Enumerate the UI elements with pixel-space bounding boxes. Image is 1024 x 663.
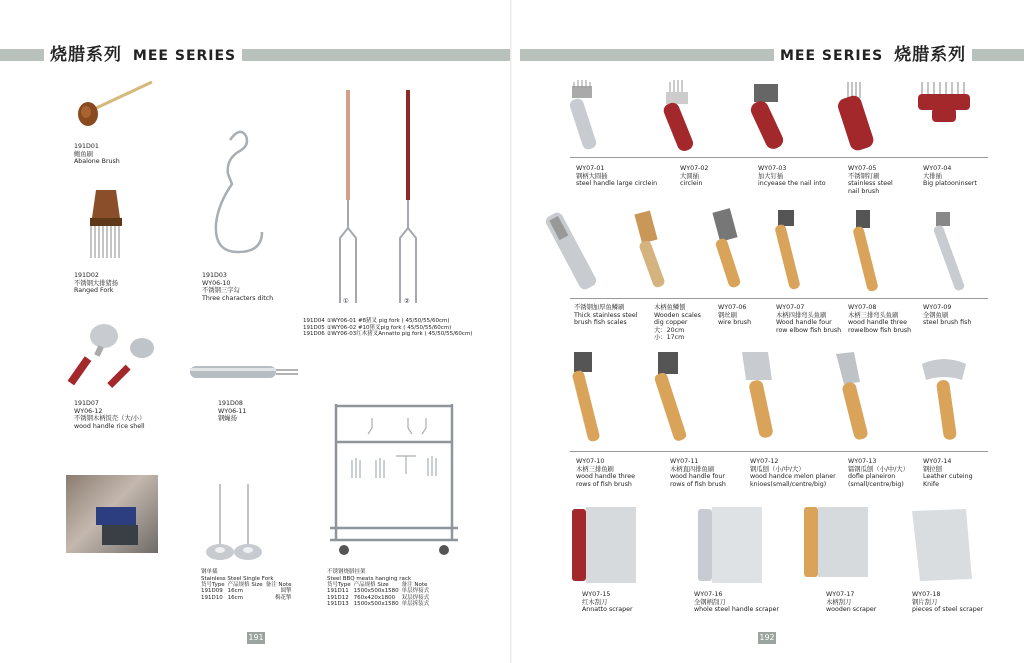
wooden-scraper-image bbox=[804, 507, 868, 577]
item-en: wood handle three bbox=[576, 473, 635, 480]
item-cn: 钢丝刷 bbox=[718, 311, 737, 319]
item-en2: rowelbow fish brush bbox=[848, 326, 912, 334]
item-en: wire brush bbox=[718, 319, 752, 326]
spec-line: 191D04 ①WY06-01 #8猪叉 pig fork ( 45/50/55/60cm) bbox=[303, 318, 450, 324]
planeiron-image bbox=[836, 352, 869, 441]
item-wy07-15-caption bbox=[582, 591, 633, 614]
item-cn: 加大钉插 bbox=[758, 172, 784, 180]
item-cn: 钢柄大圆插 bbox=[576, 172, 608, 180]
item-en2: brush fish scales bbox=[574, 319, 627, 326]
table-row bbox=[201, 595, 294, 601]
item-wy07-03-caption bbox=[758, 165, 826, 188]
table-cell: 单层焊接式 bbox=[401, 588, 430, 595]
item-wy07-01-caption bbox=[576, 165, 657, 188]
annatto-scraper-image bbox=[572, 507, 636, 583]
item-cn: 木柄四排弯头鱼刷 bbox=[776, 311, 827, 319]
item-en: Abalone Brush bbox=[74, 158, 120, 165]
item-code: WY07-17 bbox=[826, 591, 855, 598]
single-fork-table bbox=[201, 582, 294, 601]
four-rows-fish-brush-image bbox=[653, 352, 687, 442]
hanging-rack-image bbox=[326, 400, 462, 560]
item-cn: 木柄刮刀 bbox=[826, 598, 852, 606]
item-code: 191D08 bbox=[218, 400, 243, 407]
table-cell: 双层焊接式 bbox=[401, 594, 430, 601]
item-cn: 钢瓜刨（小/中/大） bbox=[750, 465, 805, 473]
item-code: WY07-02 bbox=[680, 165, 709, 172]
item-cn: 木柄三排弯头鱼刷 bbox=[848, 311, 899, 319]
item-wy07-12-caption bbox=[750, 458, 836, 488]
row-divider bbox=[570, 157, 988, 158]
item-en2: rows of fish brush bbox=[670, 480, 726, 488]
item-en: Wood handle four bbox=[776, 319, 832, 326]
item-en2: dig copper bbox=[654, 319, 688, 326]
item-code: WY07-09 bbox=[923, 304, 952, 311]
item-code: WY07-06 bbox=[718, 304, 747, 311]
item-cn: 钢蝇扬 bbox=[218, 415, 237, 422]
item-cn: 全钢柄刮刀 bbox=[694, 598, 726, 606]
item-code: WY07-18 bbox=[912, 591, 941, 598]
item-code: 191D02 bbox=[74, 272, 99, 279]
item-wy07-05-caption bbox=[848, 165, 893, 195]
item-wy07-06-caption bbox=[718, 304, 751, 327]
item-code: 191D03 bbox=[202, 272, 227, 279]
table-cell: 1500x500x1580 bbox=[353, 601, 399, 608]
table-cell: 760x420x1800 bbox=[353, 594, 396, 601]
item-cn: 全钢鱼刷 bbox=[923, 311, 949, 319]
item-en: steel handle large circlein bbox=[576, 180, 658, 187]
item-cn: 不锈钢钉刷 bbox=[848, 172, 880, 180]
blue-press-block bbox=[96, 507, 136, 525]
item-191d08-caption bbox=[218, 400, 246, 423]
table-cell: 191D13 bbox=[327, 601, 349, 608]
item-cn: 大排插 bbox=[923, 172, 942, 180]
item-code: WY07-01 bbox=[576, 165, 605, 172]
item-cn: 大圆插 bbox=[680, 172, 699, 180]
item-wy07-16-caption bbox=[694, 591, 779, 614]
item-thick-brush-caption bbox=[574, 304, 637, 327]
table-row bbox=[327, 588, 432, 594]
item-code: WY07-15 bbox=[582, 591, 611, 598]
row4-images bbox=[562, 505, 1002, 585]
rice-shell-image bbox=[70, 320, 160, 390]
item-en: steel brush fish bbox=[923, 319, 972, 326]
row-divider bbox=[570, 298, 988, 299]
item-code: WY07-05 bbox=[848, 165, 877, 172]
pig-forks-image bbox=[330, 88, 430, 308]
item-en: whole steel handle scraper bbox=[694, 606, 779, 613]
item-en: Big platooninsert bbox=[923, 180, 977, 187]
item-cn: 木柄直四排鱼刷 bbox=[670, 465, 715, 473]
item-code: WY07-04 bbox=[923, 165, 952, 172]
three-rows-fish-brush-image bbox=[571, 352, 600, 442]
item-wy07-02-caption bbox=[680, 165, 708, 188]
item-191d03-caption bbox=[202, 272, 273, 302]
item-wy07-13-caption bbox=[848, 458, 909, 488]
item-wy07-11-caption bbox=[670, 458, 726, 488]
item-en: pieces of steel scraper bbox=[912, 606, 984, 613]
press-photo bbox=[66, 475, 158, 553]
wire-brush-image bbox=[712, 208, 741, 288]
table-cell: 191D11 bbox=[327, 588, 349, 595]
item-code: WY07-14 bbox=[923, 458, 952, 465]
header-cn: 烧腊系列 bbox=[50, 45, 122, 65]
item-cn: 不锈钢大排猪扬 bbox=[74, 279, 119, 287]
item-en: wood handle three bbox=[848, 319, 907, 326]
item-code: WY07-03 bbox=[758, 165, 787, 172]
item-code: WY07-07 bbox=[776, 304, 805, 311]
item-code: 191D07 bbox=[74, 400, 99, 407]
item-en3: 大：20cm bbox=[654, 326, 685, 334]
item-en: dofle planeiron bbox=[848, 473, 896, 480]
leather-knife-image bbox=[922, 359, 966, 441]
item-code2: WY06-10 bbox=[202, 279, 231, 287]
item-191d02-caption bbox=[74, 272, 118, 295]
single-fork-en: Stainless Steel Single Fork bbox=[201, 575, 274, 582]
item-en: wood handle four bbox=[670, 473, 725, 480]
table-cell: 单层拆装式 bbox=[401, 601, 430, 608]
s-hook-image bbox=[200, 124, 270, 264]
item-wy07-04-caption bbox=[923, 165, 977, 188]
item-en: circlein bbox=[680, 180, 703, 187]
header-en: MEE SERIES bbox=[132, 48, 237, 64]
table-cell: 191D12 bbox=[327, 594, 349, 601]
spec-line: 191D06 ②WY06-03红木猪叉Annatto pig fork ( 45/50/55/60cm) bbox=[303, 331, 473, 338]
item-code2: WY06-11 bbox=[218, 407, 247, 415]
item-cn: 不锈钢加厚鱼鳞刷 bbox=[574, 304, 625, 311]
single-fork-image bbox=[200, 484, 270, 564]
item-cn: 钢拉刨 bbox=[923, 465, 942, 473]
item-en: stainless steel bbox=[848, 180, 893, 187]
item-en: Annatto scraper bbox=[582, 606, 633, 613]
steel-fish-brush-image bbox=[933, 212, 966, 292]
item-cn: 镭钢瓜刨（小/中/大） bbox=[848, 465, 909, 473]
table-cell: 191D09 bbox=[201, 588, 223, 595]
rack-cn: 不锈钢烧腊挂架 bbox=[327, 569, 366, 575]
rack-table bbox=[327, 582, 432, 607]
item-en: wooden scraper bbox=[826, 606, 877, 613]
item-en2: rows of fish brush bbox=[576, 480, 632, 488]
item-code: WY07-11 bbox=[670, 458, 699, 465]
item-cn: 木柄鱼鳞刨 bbox=[654, 304, 686, 311]
table-cell: 梅花掣 bbox=[274, 594, 292, 601]
ranged-fork-image bbox=[86, 188, 126, 260]
item-en: wood handle rice shell bbox=[74, 422, 145, 430]
table-header-cell: 产品规格 Size bbox=[227, 582, 263, 589]
spec-line: 191D05 ①WY06-02 #10猪叉pig fork ( 45/50/55/60cm) bbox=[303, 324, 452, 331]
item-code: WY07-16 bbox=[694, 591, 723, 598]
item-en: Wooden scales bbox=[654, 311, 701, 319]
item-191d01-caption bbox=[74, 143, 120, 166]
single-fork-spec bbox=[201, 569, 294, 601]
abalone-brush-image bbox=[74, 80, 154, 130]
fork-marker-2: ② bbox=[404, 298, 410, 305]
item-code2: WY06-12 bbox=[74, 407, 103, 415]
item-en: wood handce melon planer bbox=[750, 473, 836, 480]
pig-fork-specs bbox=[303, 318, 472, 338]
header-en: MEE SERIES bbox=[780, 48, 884, 64]
item-code: WY07-13 bbox=[848, 458, 877, 465]
item-code: WY07-10 bbox=[576, 458, 605, 465]
item-en: Ranged Fork bbox=[74, 287, 114, 294]
table-cell: 16cm bbox=[227, 588, 244, 595]
item-wy07-18-caption bbox=[912, 591, 983, 614]
left-header bbox=[44, 40, 242, 65]
item-cn: 不锈钢三字勾 bbox=[202, 287, 240, 294]
item-wy07-10-caption bbox=[576, 458, 635, 488]
platoon-insert-image bbox=[918, 82, 970, 122]
row-divider bbox=[570, 451, 988, 452]
nail-brush-image bbox=[836, 82, 876, 152]
item-wooden-scales-caption bbox=[654, 304, 701, 342]
circlein-image bbox=[662, 80, 696, 153]
row2-images bbox=[552, 208, 1012, 298]
rack-spec bbox=[327, 569, 432, 607]
item-cn: 木柄三排鱼刷 bbox=[576, 465, 614, 473]
item-en: incyease the nail into bbox=[758, 180, 826, 187]
four-row-elbow-image bbox=[774, 210, 801, 290]
item-wy07-14-caption bbox=[923, 458, 973, 488]
fork-marker-1: ① bbox=[343, 298, 349, 305]
item-code: WY07-08 bbox=[848, 304, 877, 311]
item-wy07-08-caption bbox=[848, 304, 911, 334]
item-en: Three characters ditch bbox=[202, 294, 274, 302]
single-fork-cn: 钢单插 bbox=[201, 569, 218, 575]
item-cn: 钢片刮刀 bbox=[912, 598, 938, 606]
header-cn: 烧腊系列 bbox=[894, 45, 967, 65]
table-row bbox=[327, 601, 432, 607]
item-en2: nail brush bbox=[848, 187, 880, 195]
table-header-cell: 货号Type bbox=[201, 582, 225, 589]
table-header-cell: 产品规格 Size bbox=[353, 582, 389, 589]
wooden-scales-image bbox=[634, 210, 665, 288]
item-en: Thick stainless steel bbox=[574, 311, 638, 319]
steel-circlein-image bbox=[568, 80, 597, 151]
item-en2: Knife bbox=[923, 480, 939, 488]
item-191d07-caption bbox=[74, 400, 145, 430]
table-header-cell: 备注 Note bbox=[401, 582, 428, 589]
item-en2: knioes(small/centre/big) bbox=[750, 480, 827, 488]
table-cell: 圆掣 bbox=[280, 588, 292, 595]
page-number-left: 191 bbox=[248, 633, 264, 642]
page-number-right: 192 bbox=[759, 633, 775, 642]
item-wy07-07-caption bbox=[776, 304, 841, 334]
fish-scale-brush-image bbox=[544, 211, 598, 292]
item-cn: 红木刮刀 bbox=[582, 598, 608, 606]
item-en2: row elbow fish brush bbox=[776, 326, 842, 334]
item-en2: (small/centre/big) bbox=[848, 480, 904, 488]
item-wy07-17-caption bbox=[826, 591, 876, 614]
item-cn: 不锈钢木柄饭壳（大/小） bbox=[74, 415, 146, 422]
table-cell: 16cm bbox=[227, 594, 244, 601]
table-header-cell: 备注 Note bbox=[265, 582, 292, 589]
melon-planer-image bbox=[742, 352, 774, 439]
table-cell: 1500x500x1580 bbox=[353, 588, 399, 595]
table-header-cell: 货号Type bbox=[327, 582, 351, 589]
right-header bbox=[774, 40, 972, 65]
table-cell: 191D10 bbox=[201, 594, 223, 601]
row3-images bbox=[562, 350, 1002, 448]
press-base bbox=[102, 525, 138, 545]
item-code: 191D01 bbox=[74, 143, 99, 150]
three-row-elbow-image bbox=[852, 210, 879, 292]
steel-scraper-image bbox=[698, 507, 762, 583]
rack-en: Steel BBQ meats hanging rack bbox=[327, 575, 412, 582]
item-en: Leather cuteing bbox=[923, 473, 973, 480]
steel-piece-scraper-image bbox=[912, 509, 972, 581]
eelsin-image bbox=[190, 362, 300, 382]
item-code: WY07-12 bbox=[750, 458, 779, 465]
nail-into-image bbox=[748, 84, 785, 151]
item-wy07-09-caption bbox=[923, 304, 971, 327]
item-cn: 鲍鱼刷 bbox=[74, 150, 93, 158]
item-en4: 小：17cm bbox=[654, 334, 685, 341]
row1-images bbox=[562, 80, 1002, 158]
right-page bbox=[512, 0, 1024, 663]
